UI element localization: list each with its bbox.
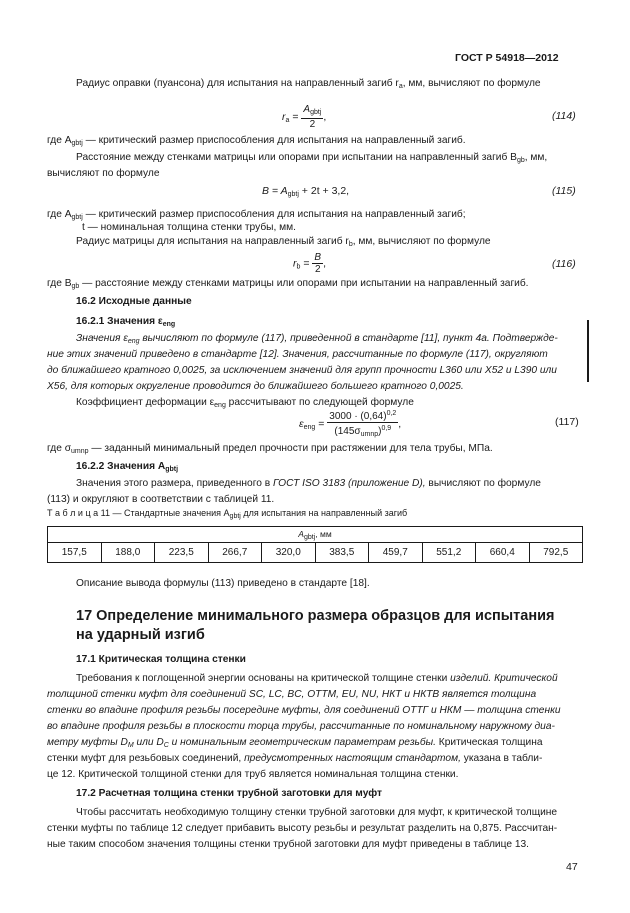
- formula-117: $\varepsilon_{eng}$ = $\frac{3000 \cdot (0,64)^{0,2}}{(145\sigma_{umnp})^{0,9}}$ ,: [299, 410, 402, 438]
- heading-16-2-1: 16.2.1 Значения $\varepsilon_{eng}$: [76, 316, 176, 328]
- table-cell: 660,4: [476, 543, 530, 563]
- paragraph-mandrel-radius: Радиус оправки (пуансона) для испытания на направленный загиб $r_a$, мм, вычисляют по формуле: [76, 78, 541, 90]
- paragraph-critical-l3: стенки во впадине профиля резьбы посередине муфты, для соединений ОТТГ и НКМ — толщина стенки: [47, 705, 561, 716]
- paragraph-critical-l4: во впадине профиля резьбы в плоскости торца трубы, рассчитанные по номинальному наружному диа-: [47, 721, 555, 732]
- heading-16-2-2: 16.2.2 Значения $A_{gbtj}$: [76, 461, 179, 473]
- where-agbtj-1: где $A_{gbtj}$ — критический размер приспособления для испытания на направленный загиб.: [47, 135, 466, 147]
- table-cell: 188,0: [101, 543, 155, 563]
- formula-number-117: (117): [555, 416, 579, 428]
- paragraph-agbtj-l1: Значения этого размера, приведенного в ГОСТ ISO 3183 (приложение D), вычисляют по формуле: [76, 478, 541, 489]
- heading-17-2: 17.2 Расчетная толщина стенки трубной заготовки для муфт: [76, 788, 383, 799]
- paragraph-eng-l1: Значения $\varepsilon_{eng}$ вычисляют по формуле (117), приведенной в стандарте [11], пункт 4а. Подтвержде-: [76, 333, 558, 345]
- paragraph-critical-l2: толщиной стенки муфт для соединений SC, LC, BC, OTTM, EU, NU, НКТ и НКТВ является толщина: [47, 689, 537, 700]
- paragraph-eng-l2: ние этих значений приведено в стандарте [12]. Значения, рассчитанные по формуле (117), округляют: [47, 349, 548, 360]
- paragraph-derivation: Описание вывода формулы (113) приведено в стандарте [18].: [76, 578, 370, 589]
- page-number: 47: [566, 861, 578, 873]
- paragraph-critical-l7: це 12. Критической толщиной стенки для труб является номинальная толщина стенки.: [47, 769, 459, 780]
- paragraph-matrix-distance: Расстояние между стенками матрицы или опорами при испытании на направленный загиб $B_{gb}$, мм,: [76, 152, 548, 164]
- formula-114: $r_a$ = $\frac{A_{gbtj}}{2}$ ,: [282, 104, 327, 130]
- paragraph-eng-l5: Коэффициент деформации $\varepsilon_{eng}$ рассчитывают по следующей формуле: [76, 397, 414, 409]
- formula-116: $r_b$ = $\frac{B}{2}$ ,: [293, 252, 326, 275]
- formula-number-116: (116): [552, 258, 576, 270]
- table-cell: 383,5: [315, 543, 369, 563]
- paragraph-critical-l6: стенки муфт для резьбовых соединений, предусмотренных настоящим стандартом, указана в табли-: [47, 753, 543, 764]
- table-cell: 459,7: [369, 543, 423, 563]
- paragraph-matrix-distance-cont: вычисляют по формуле: [47, 168, 160, 179]
- paragraph-blank-l3: ные таким способом значения толщины стенки трубной заготовки для муфт приведены в таблице 13.: [47, 839, 529, 850]
- table-row: [48, 543, 583, 563]
- table-cell: 157,5: [48, 543, 102, 563]
- table-cell: 266,7: [208, 543, 262, 563]
- table-cell: 792,5: [529, 543, 583, 563]
- formula-number-114: (114): [552, 110, 576, 122]
- table-cell: 223,5: [155, 543, 209, 563]
- paragraph-eng-l4: X56, для которых округление проводится до ближайшего большего кратного 0,0025.: [47, 381, 464, 392]
- where-sigma: где $\sigma_{umnp}$ — заданный минимальный предел прочности при растяжении для тела трубы, МПа.: [47, 443, 493, 455]
- standard-code: ГОСТ Р 54918—2012: [455, 52, 559, 64]
- paragraph-critical-l5: метру муфты $D_M$ или $D_C$ и номинальным геометрическим параметрам резьбы. Критическая толщина: [47, 737, 543, 749]
- where-t: t — номинальная толщина стенки трубы, мм.: [82, 222, 296, 233]
- paragraph-blank-l2: стенки муфты по таблице 12 следует прибавить высоту резьбы и результат разделить на 0,875. Рассчитан-: [47, 823, 558, 834]
- heading-17: 17 Определение минимального размера образцов для испытания на ударный изгиб: [76, 608, 555, 643]
- table-11-header: $A_{gbtj}$, мм: [48, 527, 583, 543]
- change-bar: [587, 320, 589, 382]
- paragraph-eng-l3: до ближайшего кратного 0,0025, за исключением значений для групп прочности L360 или X52 и L390 или: [47, 365, 557, 376]
- where-bgb: где $B_{gb}$ — расстояние между стенками матрицы или опорами при испытании на направленный загиб.: [47, 278, 529, 290]
- table-cell: 551,2: [422, 543, 476, 563]
- paragraph-agbtj-l2: (113) и округляют в соответствии с таблицей 11.: [47, 494, 275, 505]
- heading-16-2: 16.2 Исходные данные: [76, 296, 192, 307]
- paragraph-critical-l1: Требования к поглощенной энергии основаны на критической толщине стенки изделий. Критической: [76, 673, 558, 684]
- table-11: [47, 526, 583, 563]
- table-11-caption: Т а б л и ц а 11 — Стандартные значения $A_{gbtj}$ для испытания на направленный загиб: [47, 508, 408, 520]
- paragraph-blank-l1: Чтобы рассчитать необходимую толщину стенки трубной заготовки для муфт, к критической толщине: [76, 807, 558, 818]
- paragraph-matrix-radius: Радиус матрицы для испытания на направленный загиб $r_b$, мм, вычисляют по формуле: [76, 236, 491, 248]
- formula-115: $B = A_{gbtj} + 2t + 3,2$,: [262, 185, 350, 198]
- table-cell: 320,0: [262, 543, 316, 563]
- formula-number-115: (115): [552, 185, 576, 197]
- where-agbtj-2: где $A_{gbtj}$ — критический размер приспособления для испытания на направленный загиб;: [47, 209, 466, 221]
- heading-17-1: 17.1 Критическая толщина стенки: [76, 654, 246, 665]
